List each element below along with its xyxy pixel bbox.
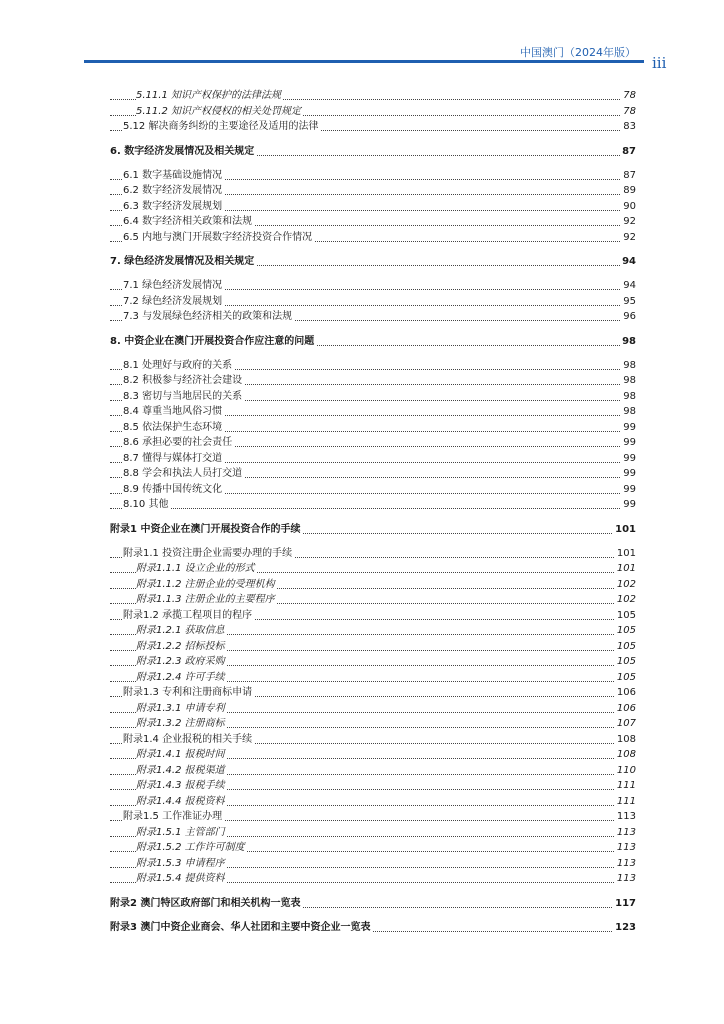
toc-entry[interactable] [110, 778, 636, 794]
toc-entry[interactable] [110, 230, 636, 246]
toc-entry[interactable] [110, 373, 636, 389]
toc-entry[interactable] [110, 896, 636, 912]
header-title: 中国澳门（2024年版） [520, 46, 636, 59]
toc-entry-title: 6.4 数字经济相关政策和法规 [123, 214, 254, 230]
toc-entry-page: 101 [615, 546, 636, 562]
toc-entry-page: 92 [621, 230, 636, 246]
toc-entry-page: 101 [613, 522, 636, 538]
toc-entry-page: 98 [621, 389, 636, 405]
toc-entry-title: 6. 数字经济发展情况及相关规定 [110, 144, 256, 160]
toc-entry[interactable] [110, 623, 636, 639]
toc-entry-title: 附录1.3 专利和注册商标申请 [123, 685, 254, 701]
toc-entry-page: 90 [621, 199, 636, 215]
toc-entry-page: 94 [621, 278, 636, 294]
toc-entry-page: 98 [620, 334, 636, 350]
toc-entry-page: 117 [613, 896, 636, 912]
toc-entry[interactable] [110, 466, 636, 482]
toc-entry-page: 89 [621, 183, 636, 199]
toc-entry-title: 8.1 处理好与政府的关系 [123, 358, 234, 374]
toc-entry-title: 附录1.4.4 报税资料 [136, 794, 227, 810]
toc-entry[interactable] [110, 334, 636, 350]
toc-entry-page: 113 [615, 809, 636, 825]
toc-entry[interactable] [110, 825, 636, 841]
toc-entry[interactable] [110, 747, 636, 763]
toc-entry[interactable] [110, 294, 636, 310]
toc-entry-title: 附录1.5.2 工作许可制度 [136, 840, 247, 856]
toc-entry-title: 7.1 绿色经济发展情况 [123, 278, 224, 294]
toc-entry-title: 7.2 绿色经济发展规划 [123, 294, 224, 310]
toc-entry[interactable] [110, 183, 636, 199]
toc-entry[interactable] [110, 119, 636, 135]
toc-entry[interactable] [110, 144, 636, 160]
toc-entry-page: 99 [621, 482, 636, 498]
toc-entry[interactable] [110, 404, 636, 420]
toc-entry-title: 附录2 澳门特区政府部门和相关机构一览表 [110, 896, 302, 912]
toc-entry-title: 附录1.2.2 招标投标 [136, 639, 227, 655]
toc-entry-page: 106 [615, 685, 636, 701]
toc-entry[interactable] [110, 763, 636, 779]
toc-entry-page: 113 [615, 825, 636, 841]
toc-entry-page: 87 [621, 168, 636, 184]
toc-entry-page: 98 [621, 373, 636, 389]
toc-entry[interactable] [110, 168, 636, 184]
toc-entry[interactable] [110, 88, 636, 104]
toc-entry-title: 6.5 内地与澳门开展数字经济投资合作情况 [123, 230, 314, 246]
toc-entry-title: 8.9 传播中国传统文化 [123, 482, 224, 498]
toc-entry-title: 8.3 密切与当地居民的关系 [123, 389, 244, 405]
toc-entry-page: 110 [615, 763, 636, 779]
toc-entry-page: 106 [615, 701, 636, 717]
toc-entry-title: 8.10 其他 [123, 497, 170, 513]
toc-entry-page: 101 [615, 561, 636, 577]
toc-entry-page: 107 [615, 716, 636, 732]
toc-entry-page: 99 [621, 497, 636, 513]
toc-entry[interactable] [110, 561, 636, 577]
toc-entry[interactable] [110, 309, 636, 325]
toc-entry[interactable] [110, 654, 636, 670]
toc-entry-title: 8.4 尊重当地风俗习惯 [123, 404, 224, 420]
toc-entry[interactable] [110, 639, 636, 655]
toc-entry[interactable] [110, 577, 636, 593]
table-of-contents [110, 88, 636, 936]
toc-entry-title: 7.3 与发展绿色经济相关的政策和法规 [123, 309, 294, 325]
toc-entry-page: 111 [615, 778, 636, 794]
toc-entry-page: 92 [621, 214, 636, 230]
toc-entry-title: 附录1.2.3 政府采购 [136, 654, 227, 670]
toc-entry[interactable] [110, 701, 636, 717]
toc-entry-page: 108 [615, 747, 636, 763]
toc-entry[interactable] [110, 685, 636, 701]
toc-entry-page: 96 [621, 309, 636, 325]
toc-entry-page: 105 [615, 654, 636, 670]
toc-entry-title: 附录1.5.1 主管部门 [136, 825, 227, 841]
toc-entry-page: 78 [621, 104, 636, 120]
toc-entry-page: 99 [621, 451, 636, 467]
toc-entry[interactable] [110, 670, 636, 686]
toc-entry-page: 78 [621, 88, 636, 104]
toc-entry-page: 105 [615, 608, 636, 624]
toc-entry[interactable] [110, 716, 636, 732]
toc-entry-page: 94 [620, 254, 636, 270]
toc-entry[interactable] [110, 794, 636, 810]
toc-entry[interactable] [110, 546, 636, 562]
toc-entry-title: 附录1.2.1 获取信息 [136, 623, 227, 639]
toc-entry-page: 95 [621, 294, 636, 310]
toc-entry-title: 5.11.2 知识产权侵权的相关处罚规定 [136, 104, 303, 120]
toc-entry-title: 8. 中资企业在澳门开展投资合作应注意的问题 [110, 334, 316, 350]
toc-entry-title: 附录1 中资企业在澳门开展投资合作的手续 [110, 522, 302, 538]
toc-entry-page: 102 [615, 577, 636, 593]
toc-entry-title: 5.11.1 知识产权保护的法律法规 [136, 88, 283, 104]
toc-entry[interactable] [110, 809, 636, 825]
toc-entry-title: 附录1.2 承揽工程项目的程序 [123, 608, 254, 624]
toc-entry-page: 98 [621, 404, 636, 420]
toc-entry-title: 附录1.1.1 设立企业的形式 [136, 561, 257, 577]
toc-entry-title: 附录1.3.1 申请专利 [136, 701, 227, 717]
toc-entry-page: 105 [615, 623, 636, 639]
header-rule [84, 60, 644, 63]
toc-entry-page: 113 [615, 871, 636, 887]
toc-entry-title: 附录1.4.3 报税手续 [136, 778, 227, 794]
toc-entry[interactable] [110, 592, 636, 608]
toc-entry-title: 附录1.1.2 注册企业的受理机构 [136, 577, 277, 593]
toc-entry[interactable] [110, 871, 636, 887]
toc-entry-title: 6.3 数字经济发展规划 [123, 199, 224, 215]
toc-entry-title: 7. 绿色经济发展情况及相关规定 [110, 254, 256, 270]
toc-entry[interactable] [110, 435, 636, 451]
toc-entry[interactable] [110, 104, 636, 120]
toc-entry-title: 附录1.5.4 提供资料 [136, 871, 227, 887]
toc-entry-page: 113 [615, 840, 636, 856]
toc-entry[interactable] [110, 199, 636, 215]
toc-entry[interactable] [110, 254, 636, 270]
toc-entry-page: 123 [613, 920, 636, 936]
toc-entry-page: 105 [615, 670, 636, 686]
toc-entry-page: 102 [615, 592, 636, 608]
toc-entry-page: 113 [615, 856, 636, 872]
toc-entry-title: 附录1.3.2 注册商标 [136, 716, 227, 732]
toc-entry-title: 8.6 承担必要的社会责任 [123, 435, 234, 451]
toc-entry[interactable] [110, 522, 636, 538]
toc-entry-title: 附录1.5 工作准证办理 [123, 809, 224, 825]
toc-entry[interactable] [110, 420, 636, 436]
toc-entry-page: 99 [621, 420, 636, 436]
page-number: iii [652, 54, 667, 72]
toc-entry[interactable] [110, 482, 636, 498]
toc-entry-title: 5.12 解决商务纠纷的主要途径及适用的法律 [123, 119, 320, 135]
toc-entry-title: 附录1.1 投资注册企业需要办理的手续 [123, 546, 294, 562]
toc-entry[interactable] [110, 451, 636, 467]
toc-entry-page: 98 [621, 358, 636, 374]
toc-entry-title: 附录1.4.2 报税渠道 [136, 763, 227, 779]
toc-entry-title: 附录1.1.3 注册企业的主要程序 [136, 592, 277, 608]
toc-entry-page: 99 [621, 435, 636, 451]
toc-entry-title: 附录1.4.1 报税时间 [136, 747, 227, 763]
toc-entry-title: 6.2 数字经济发展情况 [123, 183, 224, 199]
toc-entry-page: 99 [621, 466, 636, 482]
toc-entry-title: 附录1.5.3 申请程序 [136, 856, 227, 872]
toc-entry[interactable] [110, 278, 636, 294]
toc-entry-title: 附录1.4 企业报税的相关手续 [123, 732, 254, 748]
toc-entry[interactable] [110, 214, 636, 230]
toc-entry-title: 附录3 澳门中资企业商会、华人社团和主要中资企业一览表 [110, 920, 372, 936]
toc-entry-title: 8.2 积极参与经济社会建设 [123, 373, 244, 389]
toc-entry[interactable] [110, 358, 636, 374]
toc-entry[interactable] [110, 389, 636, 405]
toc-entry[interactable] [110, 840, 636, 856]
toc-entry-title: 8.8 学会和执法人员打交道 [123, 466, 244, 482]
toc-entry-title: 6.1 数字基础设施情况 [123, 168, 224, 184]
toc-entry[interactable] [110, 732, 636, 748]
toc-entry-page: 105 [615, 639, 636, 655]
toc-entry-page: 87 [620, 144, 636, 160]
toc-entry[interactable] [110, 497, 636, 513]
toc-entry-title: 附录1.2.4 许可手续 [136, 670, 227, 686]
toc-entry-page: 83 [621, 119, 636, 135]
toc-entry-page: 108 [615, 732, 636, 748]
toc-entry-title: 8.5 依法保护生态环境 [123, 420, 224, 436]
toc-entry[interactable] [110, 856, 636, 872]
toc-entry-title: 8.7 懂得与媒体打交道 [123, 451, 224, 467]
toc-entry[interactable] [110, 920, 636, 936]
toc-entry-page: 111 [615, 794, 636, 810]
toc-entry[interactable] [110, 608, 636, 624]
